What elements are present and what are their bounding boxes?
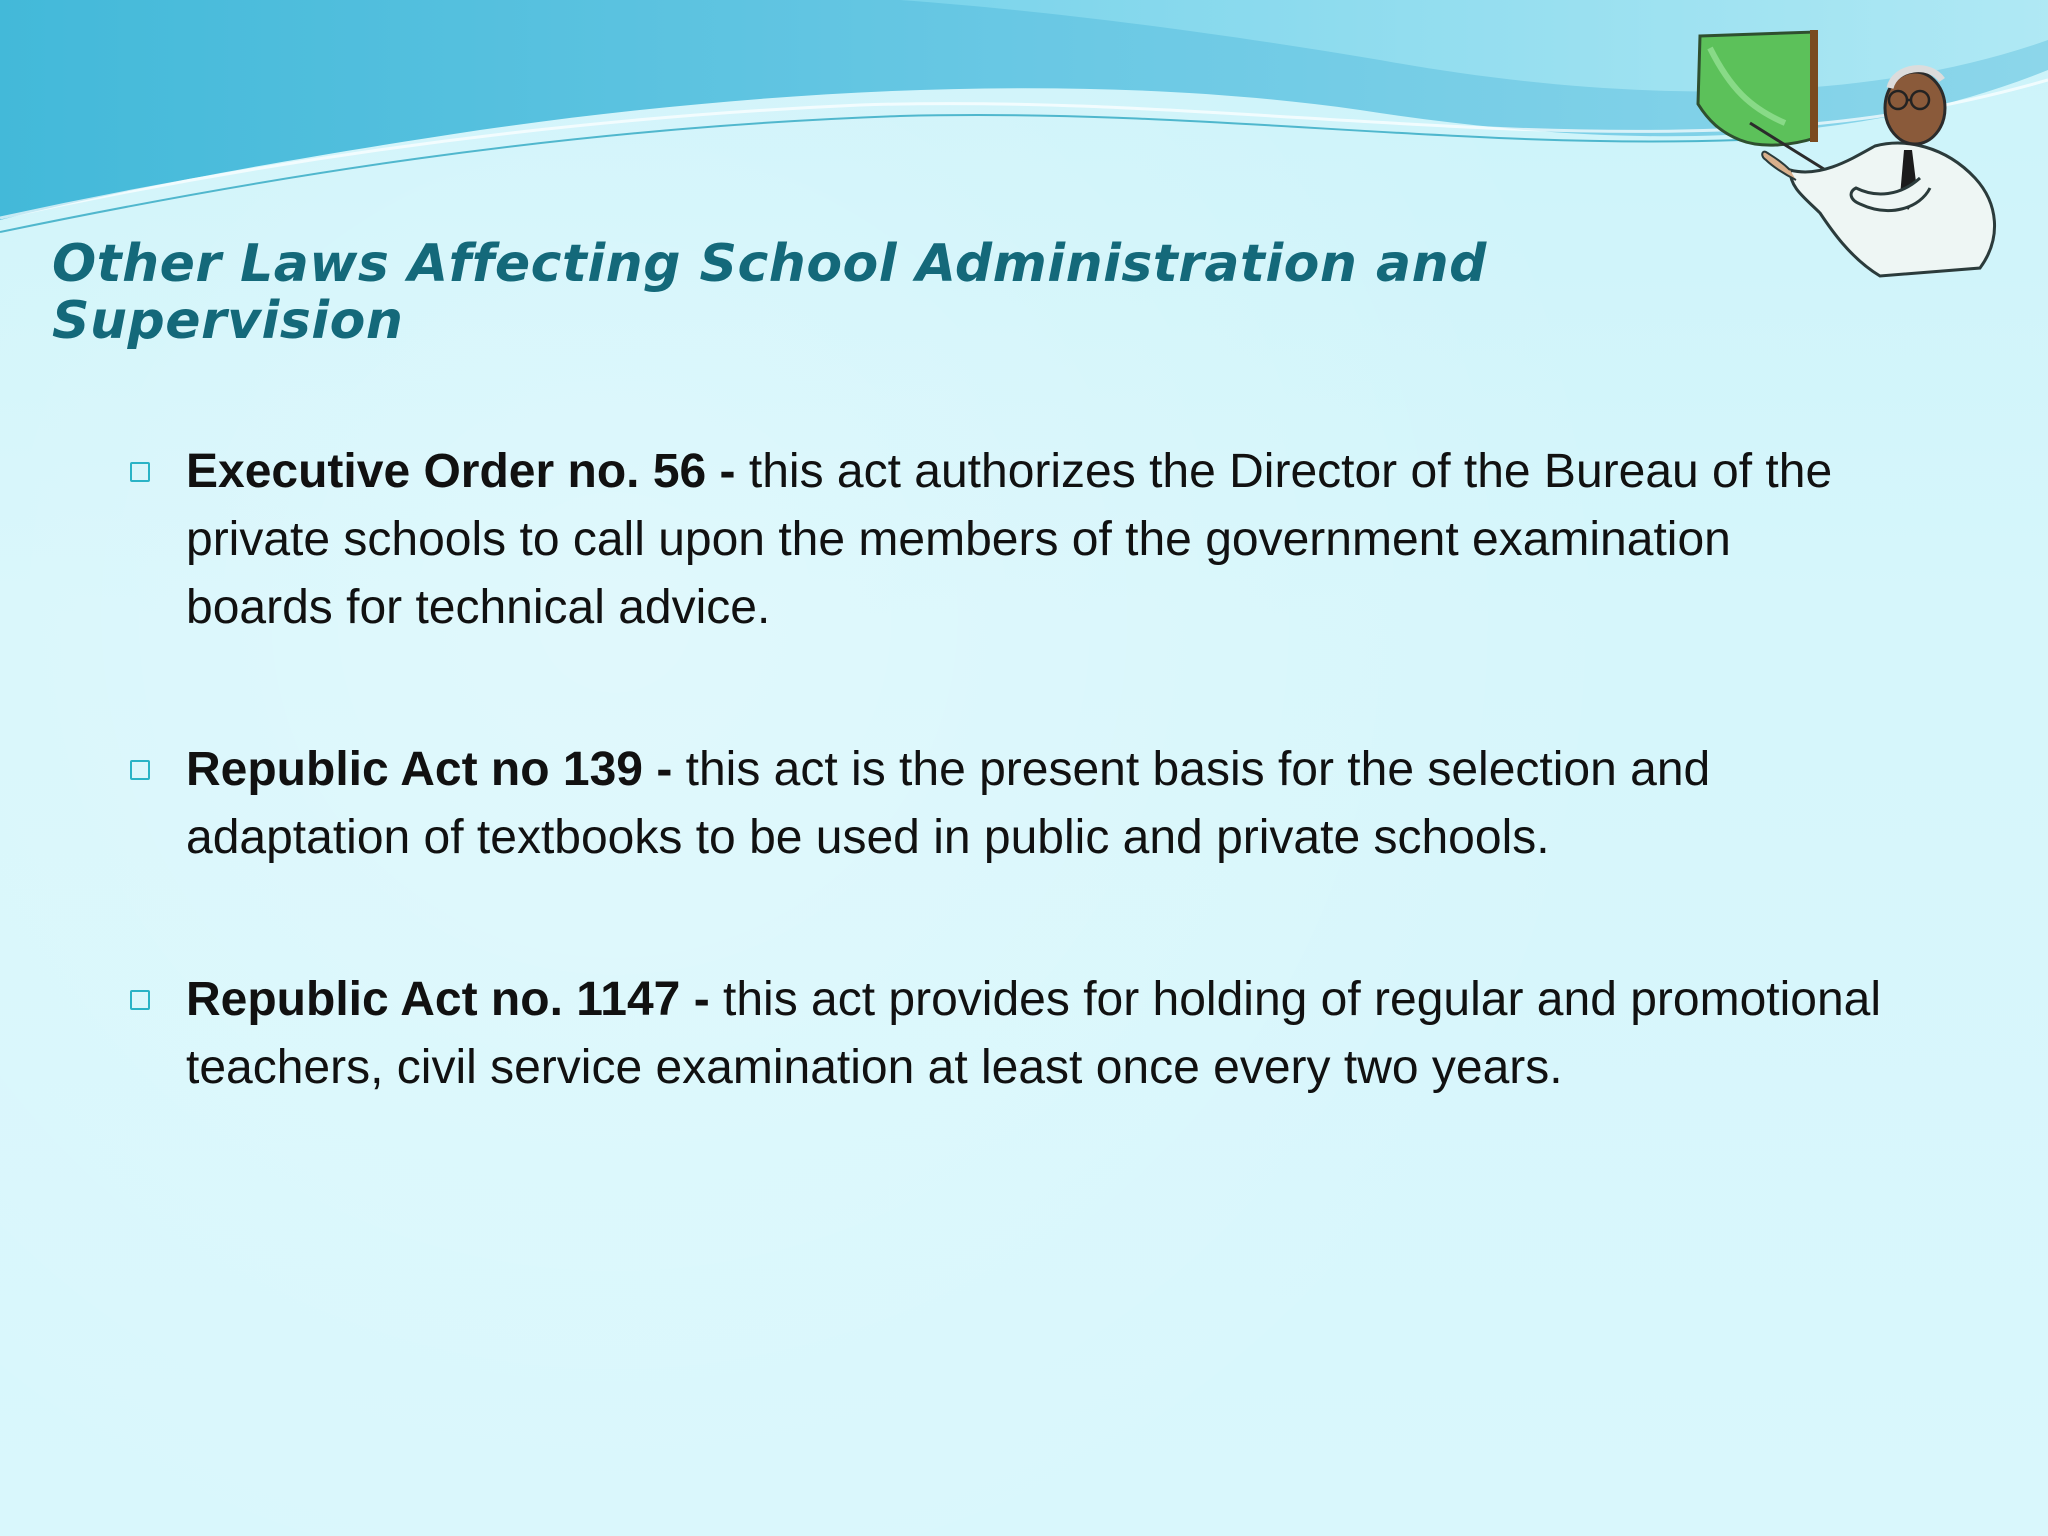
square-bullet-icon [130, 990, 150, 1010]
bullet-item-executive-order-56 [128, 438, 1888, 642]
slide-title: Other Laws Affecting School Administration and Supervision [52, 234, 1487, 352]
bullet-item-republic-act-139 [128, 736, 1888, 872]
bullet-text: this act is the present basis for the selection and adaptation of textbooks to be used in public and private schools. [186, 743, 1711, 864]
bullet-list [128, 438, 1888, 1102]
square-bullet-icon [130, 760, 150, 780]
bullet-term: Executive Order no. 56 - [186, 445, 736, 498]
bullet-text: this act provides for holding of regular and promotional teachers, civil service examination at least once every two years. [186, 973, 1882, 1094]
bullet-text: this act authorizes the Director of the Bureau of the private schools to call upon the members of the government examination boards for technical advice. [186, 445, 1833, 634]
bullet-item-republic-act-1147 [128, 966, 1888, 1102]
teacher-with-chalkboard-icon [1680, 28, 2010, 278]
bullet-term: Republic Act no. 1147 - [186, 973, 710, 1026]
bullet-term: Republic Act no 139 - [186, 743, 673, 796]
square-bullet-icon [130, 462, 150, 482]
